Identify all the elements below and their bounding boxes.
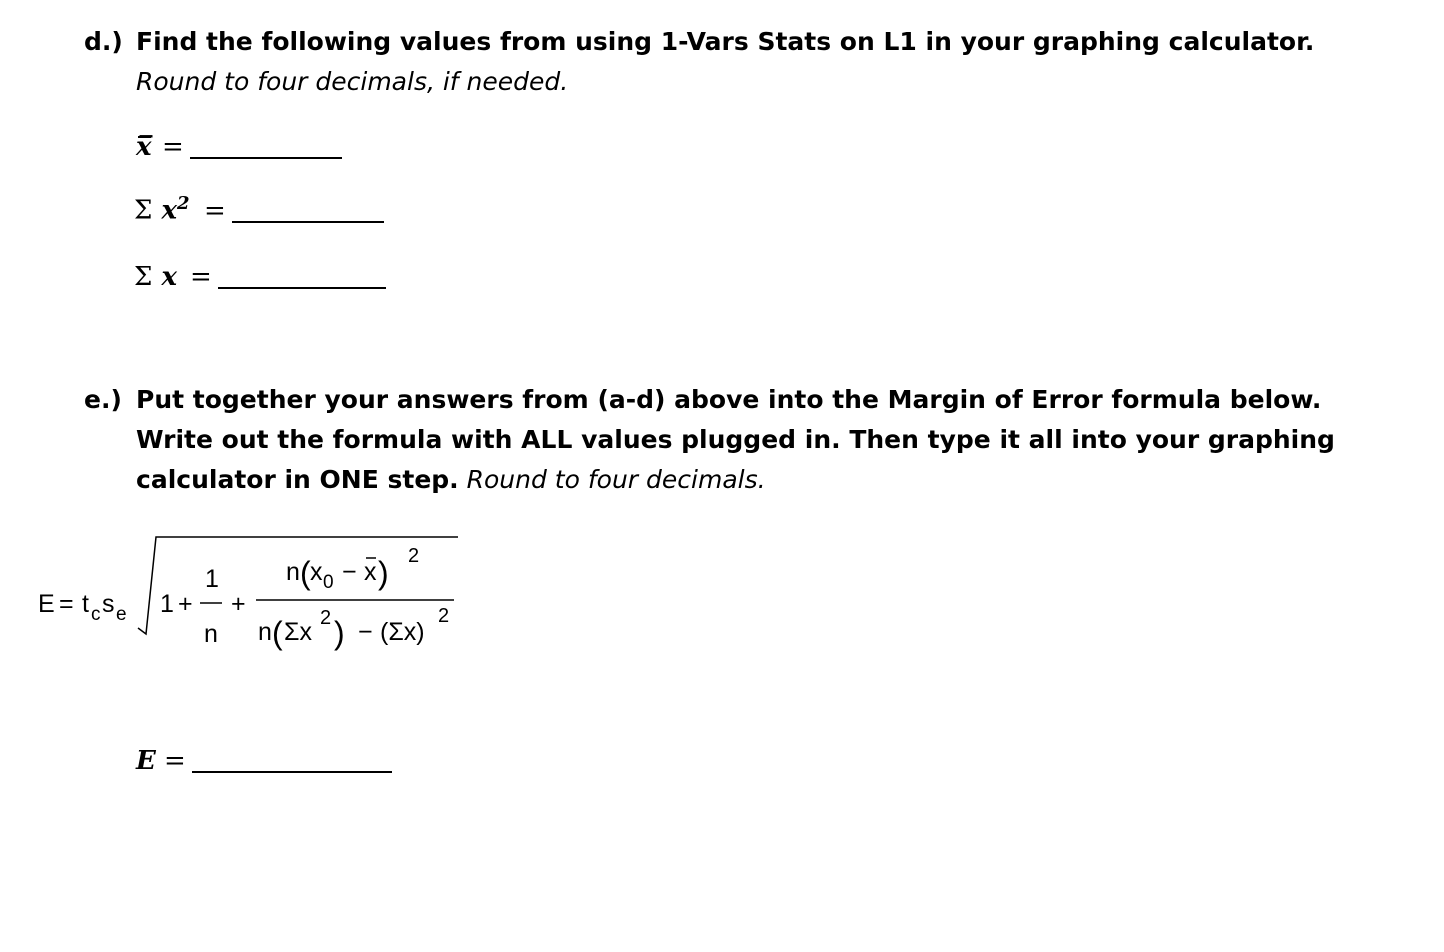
e-answer-blank[interactable] [192, 771, 392, 773]
numerator-x0-sub: 0 [323, 572, 334, 593]
question-d-text [136, 22, 1376, 102]
e-equals: = [164, 746, 186, 776]
denominator-sum-x-squared: (Σx) [380, 618, 425, 646]
denominator-sum-x-exponent: 2 [320, 607, 332, 629]
sum-x-squared-answer-blank[interactable] [232, 221, 384, 223]
formula-equals: = [59, 590, 74, 618]
formula-t: t [82, 590, 89, 618]
sum-x-squared-equals: = [204, 196, 226, 226]
e-symbol: E [136, 746, 156, 776]
mean-equals: = [162, 132, 184, 162]
numerator-close-paren: ) [378, 555, 389, 591]
margin-of-error-formula [38, 514, 478, 654]
question-e-text [136, 380, 1376, 500]
formula-t-sub: c [91, 604, 101, 625]
denominator-n: n [258, 618, 272, 646]
fraction1-numerator: 1 [205, 565, 219, 593]
answer-sum-x [134, 258, 394, 292]
question-d-label: d.) [84, 27, 123, 56]
denominator-close-paren: ) [334, 615, 345, 651]
formula-lhs: E [38, 590, 55, 618]
formula-plus-2: + [231, 590, 246, 618]
fraction1-denominator: n [204, 620, 218, 648]
answer-sum-x-squared [134, 192, 394, 226]
answer-e [136, 742, 406, 776]
denominator-exponent: 2 [438, 605, 450, 627]
denominator-minus: − [358, 618, 373, 646]
numerator-open-paren: ( [300, 555, 311, 591]
sum-x-squared-symbol: Σ $x^2$ [134, 193, 190, 226]
numerator-x0: x [310, 558, 323, 586]
denominator-sum-x: Σx [284, 618, 312, 646]
formula-s-sub: e [116, 604, 127, 625]
question-d-prompt: Find the following values from using 1-Vars Stats on L1 in your graphing calculator. [136, 27, 1315, 56]
numerator-xbar: x [364, 558, 377, 586]
question-e-label: e.) [84, 385, 122, 414]
sum-x-equals: = [190, 262, 212, 292]
formula-one: 1 [160, 590, 174, 618]
question-e-instruction: Round to four decimals. [466, 465, 766, 494]
mean-symbol: x̅ [136, 132, 152, 162]
sum-x-symbol: Σ x [134, 262, 177, 292]
numerator-exponent: 2 [408, 545, 420, 567]
question-e-prompt: Put together your answers from (a-d) above into the Margin of Error formula below. Write out the formula with ALL values plugged in. Then type it all into your graphing calculator in ONE step. [136, 385, 1335, 494]
mean-answer-blank[interactable] [190, 157, 342, 159]
denominator-open-paren: ( [272, 615, 283, 651]
answer-mean [136, 128, 356, 162]
formula-s: s [102, 590, 115, 618]
numerator-minus: − [342, 558, 357, 586]
formula-plus-1: + [178, 590, 193, 618]
question-d-instruction: Round to four decimals, if needed. [136, 67, 569, 96]
sum-x-answer-blank[interactable] [218, 287, 386, 289]
numerator-n: n [286, 558, 300, 586]
